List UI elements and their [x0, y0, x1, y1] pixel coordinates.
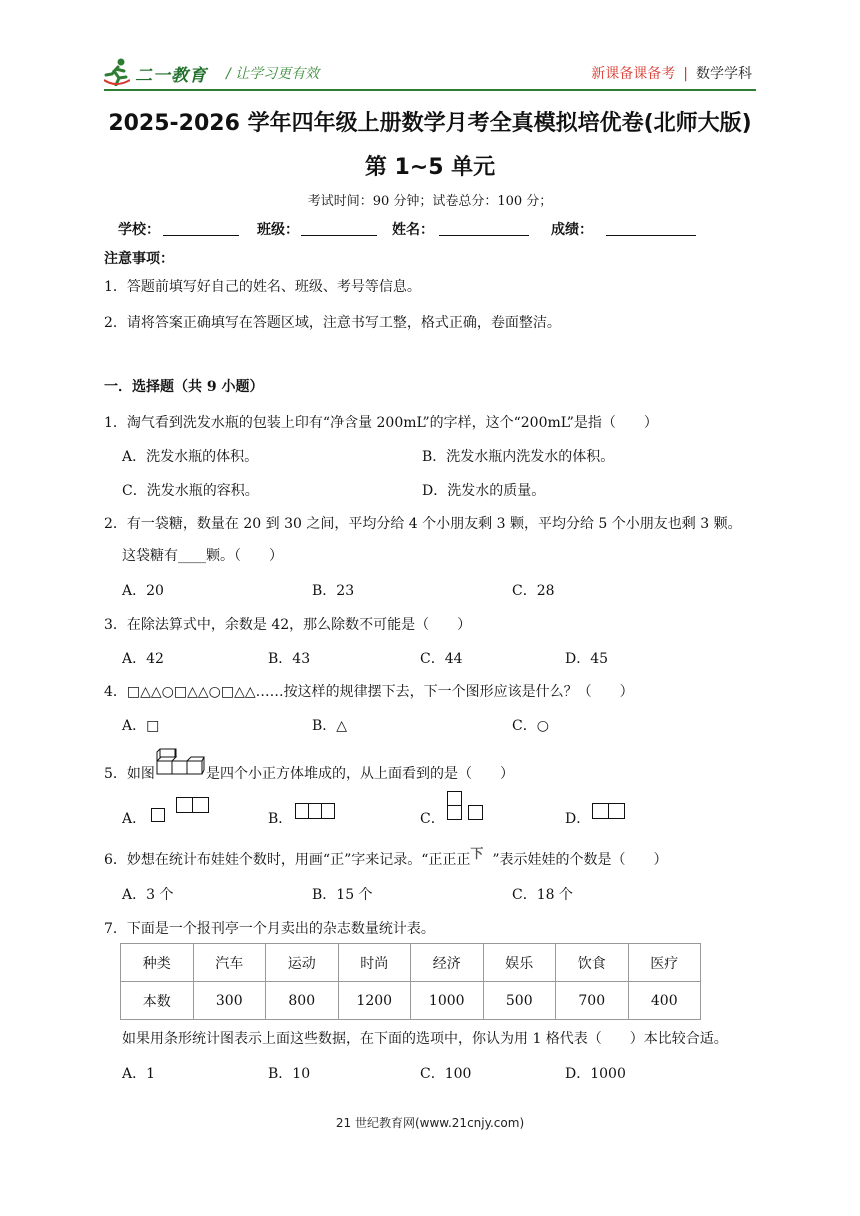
- q5-option-c[interactable]: C．: [420, 811, 445, 827]
- page-footer: 21 世纪教育网(www.21cnjy.com): [335, 1116, 525, 1130]
- q1-option-d[interactable]: D．洗发水的质量。: [422, 483, 546, 499]
- question-4-stem: 4．□△△○□△△○□△△……按这样的规律摆下去，下一个图形应该是什么？（ ）: [104, 684, 634, 700]
- question-6-stem: [104, 849, 668, 869]
- question-6-stem-post: ”表示娃娃的个数是（ ）: [492, 852, 668, 868]
- q7-option-b[interactable]: B．10: [268, 1066, 311, 1082]
- school-label: 学校：: [118, 222, 160, 238]
- q1-option-c[interactable]: C．洗发水瓶的容积。: [122, 483, 259, 499]
- q5-option-d[interactable]: D．: [565, 811, 591, 827]
- q4-option-c[interactable]: C．○: [512, 718, 549, 734]
- table-cell: 1200: [338, 982, 411, 1020]
- q6-option-c[interactable]: C．18 个: [512, 887, 573, 903]
- q5-option-a[interactable]: A．: [122, 811, 147, 827]
- exam-info: 考试时间：90 分钟；试卷总分：100 分；: [307, 194, 553, 209]
- q2-option-c[interactable]: C．28: [512, 583, 555, 599]
- header-separator: |: [683, 66, 688, 82]
- q5-option-a-extra-square: [192, 797, 209, 813]
- q5-option-a-extra-square: [176, 797, 193, 813]
- brand-logo-text: 二一教育: [135, 66, 207, 86]
- q5-option-c-square: [468, 805, 483, 820]
- q5-option-c-square: [447, 805, 462, 820]
- q3-option-c[interactable]: C．44: [420, 651, 463, 667]
- q3-option-a[interactable]: A．42: [122, 651, 164, 667]
- table-cell: 运动: [266, 944, 339, 982]
- question-6-stem-pre: 6．妙想在统计布娃娃个数时，用画“正”字来记录。“正正正: [104, 852, 471, 868]
- q5-option-d-square: [608, 803, 625, 819]
- notes-heading: 注意事项：: [104, 251, 174, 267]
- cube-stack-figure: [156, 746, 206, 776]
- table-cell: 400: [628, 982, 701, 1020]
- q5-option-a-square: [151, 808, 165, 822]
- table-cell: 经济: [411, 944, 484, 982]
- table-cell: 1000: [411, 982, 484, 1020]
- q1-option-a[interactable]: A．洗发水瓶的体积。: [122, 449, 259, 465]
- table-cell: 本数: [121, 982, 194, 1020]
- table-cell: 800: [266, 982, 339, 1020]
- q7-option-d[interactable]: D．1000: [565, 1066, 626, 1082]
- header-divider: [104, 89, 756, 91]
- brand-slogan: / 让学习更有效: [226, 66, 320, 82]
- tally-partial-glyph: 下: [470, 847, 484, 862]
- q7-option-a[interactable]: A．1: [122, 1066, 156, 1082]
- score-field[interactable]: [606, 235, 696, 236]
- header-subject: [591, 63, 752, 83]
- q5-option-b-square: [295, 803, 309, 819]
- question-2-stem-cont: 这袋糖有____颗。（ ）: [122, 548, 283, 564]
- q5-option-c-square: [447, 791, 462, 806]
- q2-option-b[interactable]: B．23: [312, 583, 355, 599]
- table-cell: 500: [483, 982, 556, 1020]
- runner-logo-icon: [104, 58, 130, 86]
- note-item: 2．请将答案正确填写在答题区域，注意书写工整，格式正确，卷面整洁。: [104, 315, 561, 331]
- table-cell: 300: [193, 982, 266, 1020]
- q4-option-b[interactable]: B．△: [312, 718, 348, 734]
- q1-option-b[interactable]: B．洗发水瓶内洗发水的体积。: [422, 449, 615, 465]
- table-cell: 饮食: [556, 944, 629, 982]
- page-title: 2025-2026 学年四年级上册数学月考全真模拟培优卷(北师大版): [108, 111, 752, 136]
- score-label: 成绩：: [551, 222, 593, 238]
- class-field[interactable]: [301, 235, 377, 236]
- name-label: 姓名：: [392, 222, 434, 238]
- question-7-follow: 如果用条形统计图表示上面这些数据，在下面的选项中，你认为用 1 格代表（ ）本比较合适。: [122, 1031, 728, 1047]
- magazine-sales-table: [120, 943, 701, 1020]
- q5-option-b-square: [321, 803, 335, 819]
- question-2-stem: 2．有一袋糖，数量在 20 到 30 之间，平均分给 4 个小朋友剩 3 颗，平均分给 5 个小朋友也剩 3 颗。: [104, 516, 742, 532]
- table-header-row: [121, 944, 701, 982]
- q6-option-a[interactable]: A．3 个: [122, 887, 174, 903]
- question-3-stem: 3．在除法算式中，余数是 42，那么除数不可能是（ ）: [104, 617, 472, 633]
- table-cell: 700: [556, 982, 629, 1020]
- header-subject-label: 数学学科: [696, 66, 752, 82]
- name-field[interactable]: [439, 235, 529, 236]
- table-cell: 种类: [121, 944, 194, 982]
- q6-option-b[interactable]: B．15 个: [312, 887, 373, 903]
- question-1-stem: 1．淘气看到洗发水瓶的包装上印有“净含量 200mL”的字样，这个“200mL”是指（ ）: [104, 415, 658, 431]
- table-cell: 时尚: [338, 944, 411, 982]
- q3-option-b[interactable]: B．43: [268, 651, 311, 667]
- table-row: [121, 982, 701, 1020]
- note-item: 1．答题前填写好自己的姓名、班级、考号等信息。: [104, 279, 421, 295]
- page-subtitle-units: 第 1~5 单元: [364, 155, 496, 180]
- q2-option-a[interactable]: A．20: [122, 583, 164, 599]
- q5-option-b[interactable]: B．: [268, 811, 293, 827]
- q5-option-d-square: [592, 803, 609, 819]
- table-cell: 娱乐: [483, 944, 556, 982]
- question-7-stem: 7．下面是一个报刊亭一个月卖出的杂志数量统计表。: [104, 921, 435, 937]
- question-5-stem-post: 是四个小正方体堆成的，从上面看到的是（ ）: [206, 766, 514, 782]
- q7-option-c[interactable]: C．100: [420, 1066, 472, 1082]
- header-course-label: 新课备课备考: [591, 66, 676, 82]
- table-cell: 汽车: [193, 944, 266, 982]
- q3-option-d[interactable]: D．45: [565, 651, 609, 667]
- table-cell: 医疗: [628, 944, 701, 982]
- question-5-stem-pre: 5．如图: [104, 766, 155, 782]
- section-title: 一．选择题（共 9 小题）: [104, 379, 264, 395]
- q4-option-a[interactable]: A．□: [122, 718, 160, 734]
- class-label: 班级：: [257, 222, 299, 238]
- q5-option-b-square: [308, 803, 322, 819]
- school-field[interactable]: [163, 235, 239, 236]
